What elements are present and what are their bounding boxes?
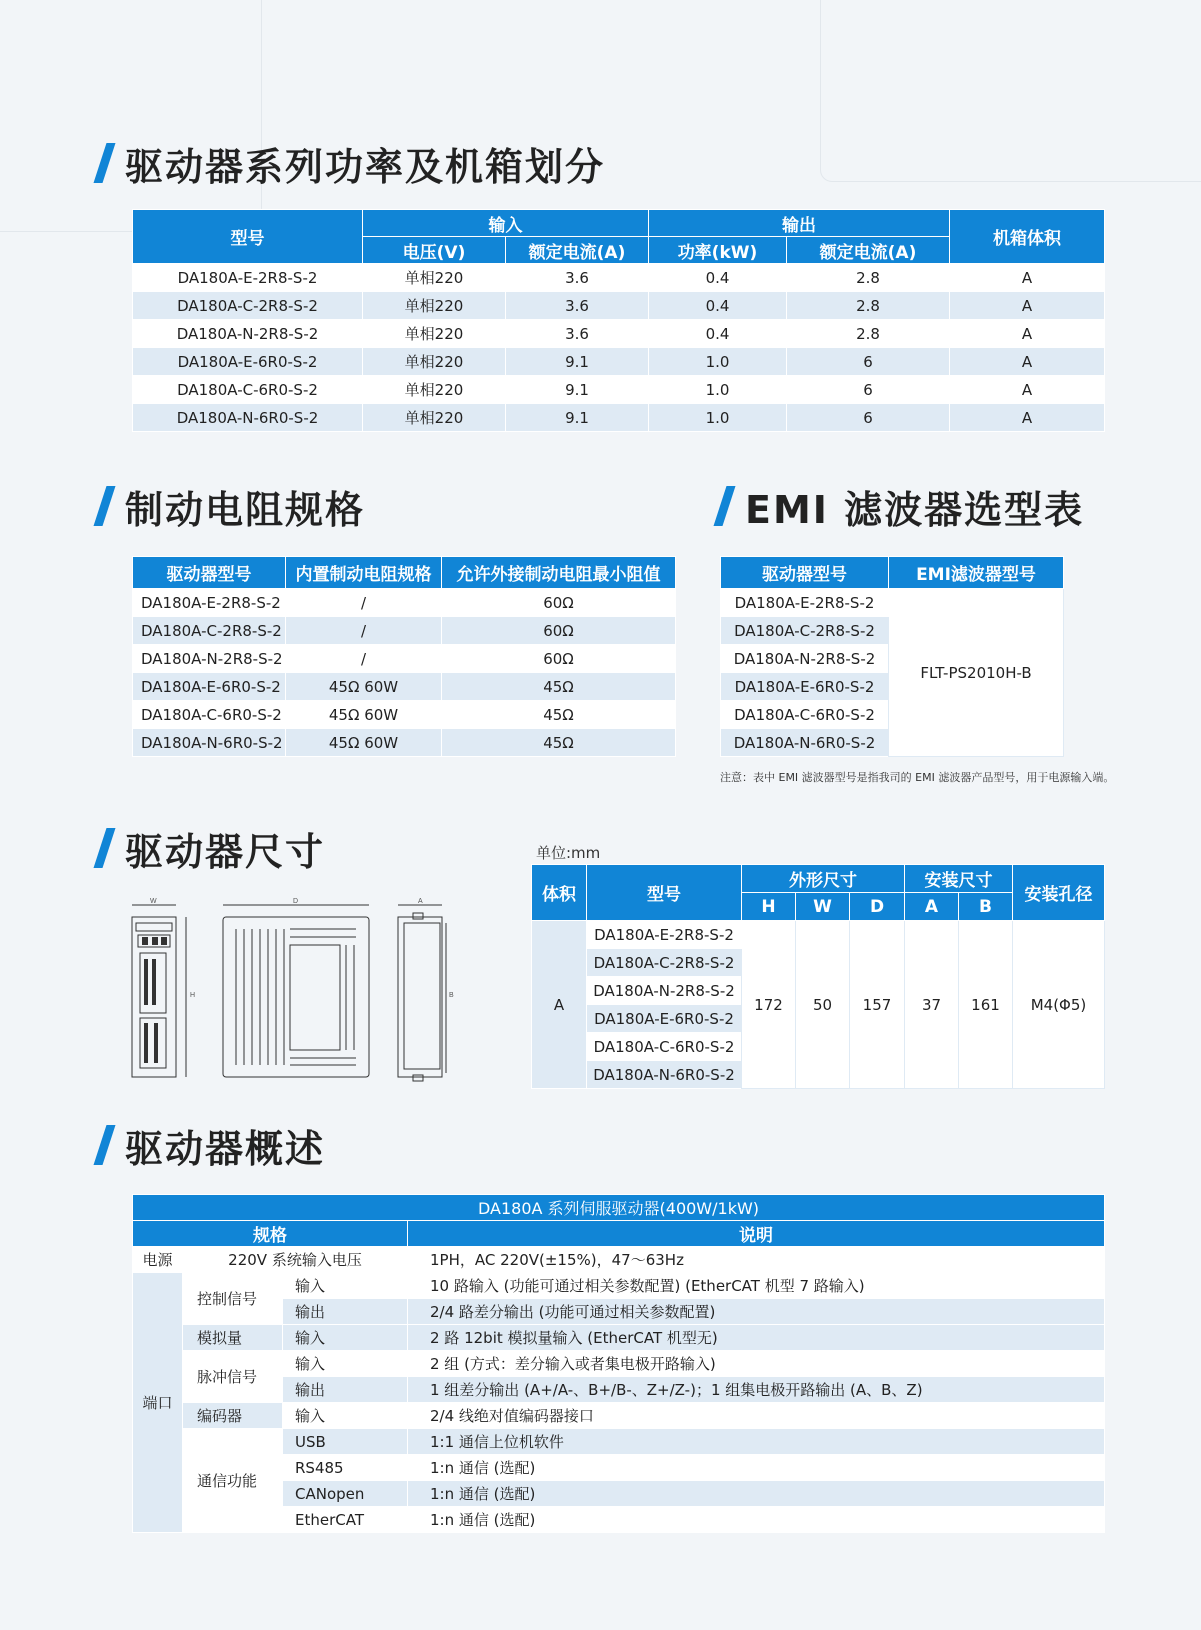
cell-current-out: 2.8 <box>787 292 950 320</box>
cell-model: DA180A-C-2R8-S-2 <box>133 292 363 320</box>
cell-port: 端口 <box>133 1273 183 1533</box>
header-d: D <box>850 893 905 921</box>
rear-view <box>398 905 446 1081</box>
label-b: B <box>449 992 454 999</box>
cell-model: DA180A-N-2R8-S-2 <box>587 977 742 1005</box>
cell-model: DA180A-E-6R0-S-2 <box>133 673 286 701</box>
power-table <box>132 209 1105 432</box>
header-b: B <box>959 893 1013 921</box>
cell-model: DA180A-E-2R8-S-2 <box>133 264 363 292</box>
cell-power: 1.0 <box>649 376 787 404</box>
header-rated-current-out: 额定电流(A) <box>787 237 950 264</box>
title-accent-bar <box>94 828 116 868</box>
table-row <box>133 1429 1105 1455</box>
cell-group-comm: 通信功能 <box>183 1429 283 1533</box>
cell-min: 60Ω <box>442 589 676 617</box>
cell-desc: 1 组差分输出 (A+/A-、B+/B-、Z+/Z-)；1 组集电极开路输出 (A、B、Z) <box>408 1377 1105 1403</box>
cell-current-in: 3.6 <box>506 320 649 348</box>
table-row <box>133 264 1105 292</box>
section-title-text: EMI 滤波器选型表 <box>745 487 1085 532</box>
cell-model: DA180A-E-2R8-S-2 <box>587 921 742 949</box>
cell-builtin: 45Ω 60W <box>286 673 442 701</box>
cell-desc: 1:n 通信 (选配) <box>408 1455 1105 1481</box>
table-row <box>133 729 676 757</box>
table-row <box>133 617 676 645</box>
cell-chassis: A <box>950 264 1105 292</box>
cell-min: 45Ω <box>442 701 676 729</box>
cell-min: 60Ω <box>442 617 676 645</box>
section-title-text: 制动电阻规格 <box>125 487 366 532</box>
cell-model: DA180A-C-6R0-S-2 <box>133 376 363 404</box>
section-title-text: 驱动器系列功率及机箱划分 <box>125 144 606 189</box>
cell-builtin: / <box>286 589 442 617</box>
cell-power: 1.0 <box>649 348 787 376</box>
section-title-emi <box>720 483 1085 532</box>
header-desc: 说明 <box>408 1221 1105 1247</box>
header-volume: 体积 <box>532 865 587 921</box>
header-input: 输入 <box>363 210 649 237</box>
dimension-drawing <box>128 893 488 1103</box>
section-title-brake <box>100 483 366 532</box>
table-row <box>133 376 1105 404</box>
cell-group-control: 控制信号 <box>183 1273 283 1325</box>
cell-min: 45Ω <box>442 673 676 701</box>
cell-group-encoder: 编码器 <box>183 1403 283 1429</box>
cell-chassis: A <box>950 376 1105 404</box>
cell-volume: A <box>532 921 587 1089</box>
cell-builtin: 45Ω 60W <box>286 729 442 757</box>
header-a: A <box>905 893 959 921</box>
cell-group-pulse: 脉冲信号 <box>183 1351 283 1403</box>
cell-power-cat: 电源 <box>133 1247 183 1273</box>
cell-current-out: 6 <box>787 404 950 432</box>
cell-power: 0.4 <box>649 292 787 320</box>
header-output: 输出 <box>649 210 950 237</box>
cell-current-in: 9.1 <box>506 348 649 376</box>
cell-model: DA180A-C-2R8-S-2 <box>133 617 286 645</box>
cell-power-desc: 1PH，AC 220V(±15%)，47～63Hz <box>408 1247 1105 1273</box>
cell-current-in: 9.1 <box>506 376 649 404</box>
overview-table-title: DA180A 系列伺服驱动器(400W/1kW) <box>133 1195 1105 1221</box>
cell-desc: 2 路 12bit 模拟量输入 (EtherCAT 机型无) <box>408 1325 1105 1351</box>
header-model: 型号 <box>587 865 742 921</box>
cell-model: DA180A-N-2R8-S-2 <box>133 645 286 673</box>
cell-sub: 输入 <box>283 1273 408 1299</box>
cell-current-out: 2.8 <box>787 264 950 292</box>
cell-sub: USB <box>283 1429 408 1455</box>
cell-sub: 输入 <box>283 1351 408 1377</box>
header-outer-size: 外形尺寸 <box>742 865 905 893</box>
cell-desc: 1:1 通信上位机软件 <box>408 1429 1105 1455</box>
table-row <box>133 404 1105 432</box>
cell-hole: M4(Φ5) <box>1013 921 1105 1089</box>
label-d: D <box>293 898 299 905</box>
header-min-external: 允许外接制动电阻最小阻值 <box>442 557 676 589</box>
background-decoration <box>820 0 1201 182</box>
cell-desc: 2/4 路差分输出 (功能可通过相关参数配置) <box>408 1299 1105 1325</box>
cell-sub: 输入 <box>283 1403 408 1429</box>
table-row <box>133 1351 1105 1377</box>
cell-builtin: / <box>286 645 442 673</box>
cell-w: 50 <box>796 921 850 1089</box>
table-row <box>133 701 676 729</box>
table-row <box>532 921 1105 949</box>
cell-sub: CANopen <box>283 1481 408 1507</box>
cell-model: DA180A-N-6R0-S-2 <box>587 1061 742 1089</box>
cell-current-out: 2.8 <box>787 320 950 348</box>
title-accent-bar <box>94 486 116 526</box>
cell-model: DA180A-N-2R8-S-2 <box>133 320 363 348</box>
cell-power-item: 220V 系统输入电压 <box>183 1247 408 1273</box>
cell-model: DA180A-C-6R0-S-2 <box>133 701 286 729</box>
table-row <box>133 348 1105 376</box>
cell-desc: 1:n 通信 (选配) <box>408 1481 1105 1507</box>
cell-voltage: 单相220 <box>363 264 506 292</box>
front-view <box>132 905 186 1077</box>
section-title-text: 驱动器概述 <box>125 1126 326 1171</box>
cell-chassis: A <box>950 348 1105 376</box>
table-row <box>133 292 1105 320</box>
cell-model: DA180A-C-2R8-S-2 <box>721 617 889 645</box>
side-view <box>223 905 369 1077</box>
header-w: W <box>796 893 850 921</box>
cell-group-analog: 模拟量 <box>183 1325 283 1351</box>
title-accent-bar <box>94 1125 116 1165</box>
table-row <box>133 320 1105 348</box>
cell-model: DA180A-E-2R8-S-2 <box>133 589 286 617</box>
label-h: H <box>190 992 196 999</box>
front-view-detail <box>142 937 167 1063</box>
cell-model: DA180A-E-6R0-S-2 <box>587 1005 742 1033</box>
cell-voltage: 单相220 <box>363 320 506 348</box>
cell-desc: 2 组 (方式：差分输入或者集电极开路输入) <box>408 1351 1105 1377</box>
header-chassis: 机箱体积 <box>950 210 1105 264</box>
cell-desc: 10 路输入 (功能可通过相关参数配置) (EtherCAT 机型 7 路输入) <box>408 1273 1105 1299</box>
header-hole: 安装孔径 <box>1013 865 1105 921</box>
header-spec: 规格 <box>133 1221 408 1247</box>
header-drive-model: 驱动器型号 <box>721 557 889 589</box>
table-row <box>133 589 676 617</box>
cell-voltage: 单相220 <box>363 292 506 320</box>
cell-sub: RS485 <box>283 1455 408 1481</box>
cell-current-out: 6 <box>787 348 950 376</box>
cell-a: 37 <box>905 921 959 1089</box>
cell-model: DA180A-N-2R8-S-2 <box>721 645 889 673</box>
table-row <box>133 1273 1105 1299</box>
header-builtin-resistor: 内置制动电阻规格 <box>286 557 442 589</box>
cell-voltage: 单相220 <box>363 376 506 404</box>
cell-model: DA180A-C-2R8-S-2 <box>587 949 742 977</box>
brake-table <box>132 556 676 757</box>
label-a: A <box>418 898 423 905</box>
background-decoration <box>0 0 262 232</box>
header-power: 功率(kW) <box>649 237 787 264</box>
cell-current-in: 3.6 <box>506 292 649 320</box>
cell-b: 161 <box>959 921 1013 1089</box>
cell-model: DA180A-C-6R0-S-2 <box>587 1033 742 1061</box>
cell-model: DA180A-E-6R0-S-2 <box>133 348 363 376</box>
cell-current-in: 9.1 <box>506 404 649 432</box>
title-accent-bar <box>714 486 736 526</box>
cell-d: 157 <box>850 921 905 1089</box>
overview-table <box>132 1194 1105 1533</box>
header-rated-current-in: 额定电流(A) <box>506 237 649 264</box>
cell-builtin: / <box>286 617 442 645</box>
cell-current-out: 6 <box>787 376 950 404</box>
cell-sub: 输入 <box>283 1325 408 1351</box>
header-voltage: 电压(V) <box>363 237 506 264</box>
table-row <box>721 589 1064 617</box>
table-row <box>133 1247 1105 1273</box>
emi-note: 注意：表中 EMI 滤波器型号是指我司的 EMI 滤波器产品型号，用于电源输入端。 <box>720 771 1115 784</box>
header-h: H <box>742 893 796 921</box>
label-w: W <box>150 898 157 905</box>
cell-power: 1.0 <box>649 404 787 432</box>
dimension-table <box>531 864 1105 1089</box>
table-row <box>133 1403 1105 1429</box>
unit-label: 单位:mm <box>536 844 601 862</box>
cell-sub: 输出 <box>283 1299 408 1325</box>
cell-power: 0.4 <box>649 264 787 292</box>
cell-desc: 1:n 通信 (选配) <box>408 1507 1105 1533</box>
section-title-text: 驱动器尺寸 <box>125 829 326 874</box>
cell-model: DA180A-N-6R0-S-2 <box>133 729 286 757</box>
cell-emi-filter: FLT-PS2010H-B <box>889 589 1064 757</box>
section-title-overview <box>100 1122 326 1171</box>
section-title-power <box>100 140 606 189</box>
cell-min: 45Ω <box>442 729 676 757</box>
cell-h: 172 <box>742 921 796 1089</box>
cell-chassis: A <box>950 292 1105 320</box>
table-row <box>133 673 676 701</box>
header-mount-size: 安装尺寸 <box>905 865 1013 893</box>
header-model: 型号 <box>133 210 363 264</box>
cell-model: DA180A-N-6R0-S-2 <box>721 729 889 757</box>
cell-power: 0.4 <box>649 320 787 348</box>
cell-model: DA180A-N-6R0-S-2 <box>133 404 363 432</box>
section-title-dimensions <box>100 825 326 874</box>
cell-chassis: A <box>950 404 1105 432</box>
emi-table <box>720 556 1064 757</box>
cell-sub: EtherCAT <box>283 1507 408 1533</box>
cell-voltage: 单相220 <box>363 404 506 432</box>
cell-model: DA180A-C-6R0-S-2 <box>721 701 889 729</box>
cell-voltage: 单相220 <box>363 348 506 376</box>
cell-min: 60Ω <box>442 645 676 673</box>
cell-builtin: 45Ω 60W <box>286 701 442 729</box>
table-row <box>133 645 676 673</box>
cell-chassis: A <box>950 320 1105 348</box>
header-drive-model: 驱动器型号 <box>133 557 286 589</box>
cell-desc: 2/4 线绝对值编码器接口 <box>408 1403 1105 1429</box>
cell-model: DA180A-E-6R0-S-2 <box>721 673 889 701</box>
table-row <box>133 1325 1105 1351</box>
cell-current-in: 3.6 <box>506 264 649 292</box>
cell-model: DA180A-E-2R8-S-2 <box>721 589 889 617</box>
header-emi-filter: EMI滤波器型号 <box>889 557 1064 589</box>
cell-sub: 输出 <box>283 1377 408 1403</box>
